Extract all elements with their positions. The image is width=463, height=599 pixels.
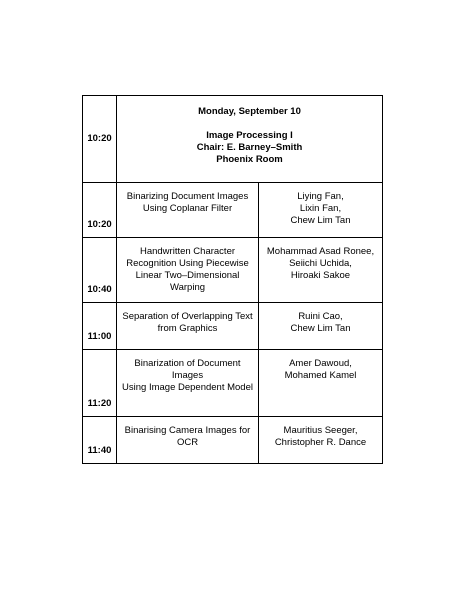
table-row — [83, 350, 383, 417]
session-info — [117, 96, 383, 183]
talk-title-line: Separation of Overlapping Text — [122, 311, 253, 322]
talk-author-line: Mohammad Asad Ronee, — [266, 246, 375, 257]
talk-time: 11:20 — [83, 350, 117, 417]
session-chair: Chair: E. Barney–Smith — [196, 142, 303, 153]
talk-authors — [259, 183, 383, 238]
talk-author-line: Mauritius Seeger, — [283, 425, 358, 436]
talk-title-line: from Graphics — [157, 323, 218, 334]
talk-title-line: Binarizing Document Images — [126, 191, 249, 202]
talk-authors — [259, 238, 383, 303]
talk-title — [117, 303, 259, 350]
session-day: Monday, September 10 — [198, 106, 301, 117]
schedule-table — [82, 95, 383, 464]
session-time: 10:20 — [83, 96, 117, 183]
talk-title-line: Recognition Using Piecewise — [126, 258, 249, 269]
talk-title — [117, 238, 259, 303]
talk-author-line: Chew Lim Tan — [290, 215, 351, 226]
talk-authors — [259, 417, 383, 464]
talk-author-line: Mohamed Kamel — [284, 370, 357, 381]
talk-title-line: OCR — [176, 437, 199, 448]
talk-author-line: Liying Fan, — [297, 191, 344, 202]
talk-time: 11:40 — [83, 417, 117, 464]
talk-author-line: Chew Lim Tan — [290, 323, 351, 334]
talk-author-line: Lixin Fan, — [299, 203, 342, 214]
session-room: Phoenix Room — [216, 154, 283, 165]
talk-title — [117, 417, 259, 464]
table-row — [83, 417, 383, 464]
talk-author-line: Amer Dawoud, — [289, 358, 352, 369]
talk-authors — [259, 303, 383, 350]
talk-author-line: Christopher R. Dance — [274, 437, 367, 448]
talk-title — [117, 350, 259, 417]
talk-author-line: Ruini Cao, — [298, 311, 343, 322]
talk-author-line: Hiroaki Sakoe — [290, 270, 351, 281]
talk-title-line: Binarising Camera Images for — [124, 425, 251, 436]
talk-title-line: Linear Two–Dimensional Warping — [135, 270, 240, 293]
talk-author-line: Seiichi Uchida, — [289, 258, 352, 269]
talk-title-line: Using Coplanar Filter — [142, 203, 233, 214]
table-row — [83, 303, 383, 350]
talk-title — [117, 183, 259, 238]
session-title: Image Processing I — [206, 130, 293, 141]
talk-time: 11:00 — [83, 303, 117, 350]
table-row — [83, 238, 383, 303]
talk-title-line: Using Image Dependent Model — [122, 382, 253, 393]
talk-authors — [259, 350, 383, 417]
table-row — [83, 183, 383, 238]
talk-time: 10:20 — [83, 183, 117, 238]
session-header-row — [83, 96, 383, 183]
talk-title-line: Handwritten Character — [139, 246, 236, 257]
talk-title-line: Binarization of Document Images — [134, 358, 241, 381]
talk-time: 10:40 — [83, 238, 117, 303]
